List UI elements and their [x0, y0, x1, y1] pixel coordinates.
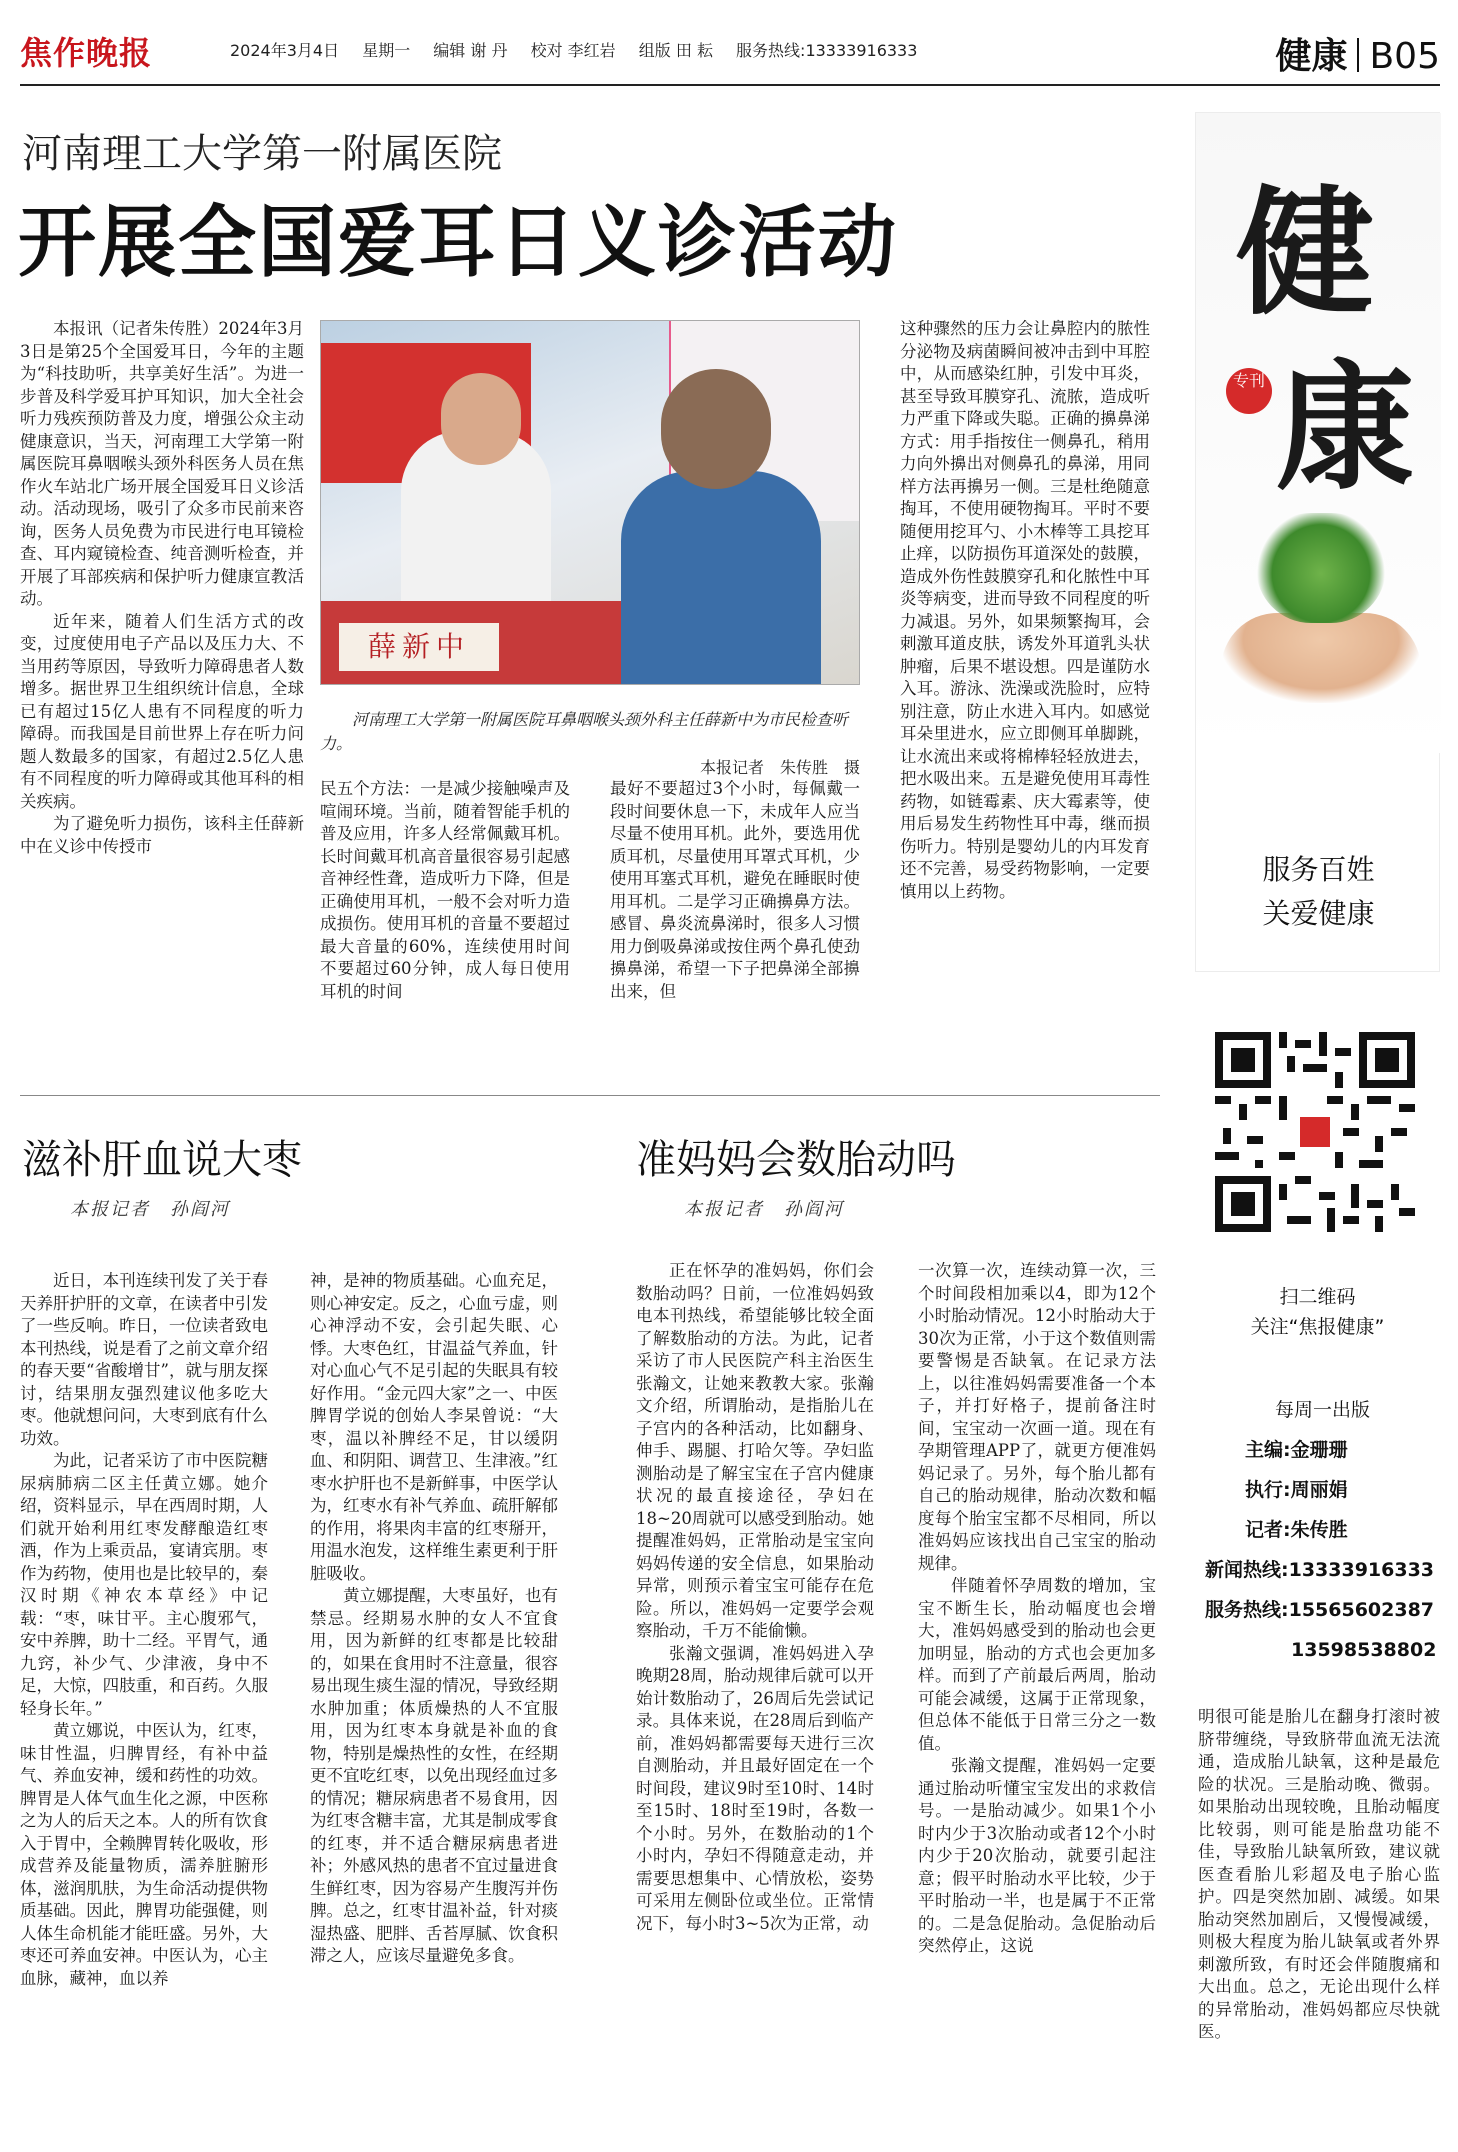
special-issue-badge: 专刊 [1226, 368, 1272, 414]
news-hotline: 新闻热线:13333916333 [1205, 1559, 1435, 1581]
lead-photo [320, 320, 860, 685]
qr-label-line: 关注“焦报健康” [1250, 1316, 1385, 1338]
slogan-line: 关爱健康 [1262, 897, 1375, 930]
paragraph: 这种骤然的压力会让鼻腔内的脓性分泌物及病菌瞬间被冲击到中耳腔中，从而感染红肿，引发中耳炎，甚至导致耳膜穿孔、流脓，造成听力严重下降或失聪。正确的擤鼻涕方式：用手指按住一侧鼻孔，稍用力向外擤出对侧鼻孔的鼻涕，用同样方法再擤另一侧。三是杜绝随意掏耳，不使用硬物掏耳。平时不要随便用挖耳勺、小木棒等工具挖耳止痒，以防损伤耳道深处的鼓膜，造成外伤性鼓膜穿孔和化脓性中耳炎等病变，进而导致不同程度的听力减退。另外，如果频繁掏耳，会刺激耳道皮肤，诱发外耳道乳头状肿瘤，后果不堪设想。四是谨防水入耳。游泳、洗澡或洗脸时，应特别注意，防止水进入耳内。如感觉耳朵里进水，应立即侧耳单脚跳，让水流出来或将棉棒轻轻放进去，把水吸出来。五是避免使用耳毒性药物，如链霉素、庆大霉素等，使用后易发生药物性耳中毒，继而损伤听力。特别是婴幼儿的内耳发育还不完善，易受药物影响，一定要慎用以上药物。 [900, 319, 1150, 901]
issue-date: 2024年3月4日 [230, 41, 340, 60]
feature-char-jian: 健 [1236, 171, 1375, 334]
photo-patient [621, 471, 821, 685]
section-name: 健康 [1275, 36, 1348, 77]
slogan-line: 服务百姓 [1262, 853, 1375, 886]
tree-illustration [1256, 513, 1386, 623]
executive-editor: 执行:周丽娟 [1245, 1479, 1348, 1501]
masthead-rule [20, 84, 1440, 86]
paragraph: 近年来，随着人们生活方式的改变，过度使用电子产品以及压力大、不当用药等原因，导致听力障碍患者人数增多。据世界卫生组织统计信息，全球已有超过15亿人患有不同程度的听力障碍。而我国是目前世界上存在听力问题人数最多的国家，有超过2.5亿人患有不同程度的听力障碍或其他耳科的相关疾病。 [20, 611, 304, 811]
editor-credit: 编辑 谢 丹 [433, 41, 508, 60]
lead-column-4 [900, 318, 1150, 903]
section-tag [1275, 28, 1440, 79]
feature-char-kang: 康 [1276, 346, 1415, 509]
masthead [20, 28, 1440, 77]
lead-column-1 [20, 318, 304, 858]
page-code: B05 [1369, 36, 1440, 77]
paragraph: 近日，本刊连续刊发了关于春天养肝护肝的文章，在读者中引发了一些反响。昨日，一位读者致电本刊热线，说是看了之前文章介绍的春天要“省酸增甘”，就与朋友探讨，结果朋友强烈建议他多吃大枣。他就想问问，大枣到底有什么功效。 [20, 1271, 268, 1448]
article3-title: 准妈妈会数胎动吗 [636, 1137, 956, 1183]
qr-label-line: 扫二维码 [1279, 1286, 1356, 1308]
newspaper-logo: 焦作晚报 [20, 34, 153, 72]
paragraph: 黄立娜提醒，大枣虽好，也有禁忌。经期易水肿的女人不宜食用，因为新鲜的红枣都是比较甜的，如果在食用时不注意量，很容易出现生痰生湿的情况，导致经期水肿加重；体质燥热的人不宜服用，因为红枣本身就是补血的食物，特别是燥热性的女性，在经期更不宜吃红枣，以免出现经血过多的情况；糖尿病患者不易食用，因为红枣含糖丰富，尤其是制成零食的红枣，并不适合糖尿病患者进补；外感风热的患者不宜过量进食生鲜红枣，因为容易产生腹泻并伤脾。总之，红枣甘温补益，针对痰湿热盛、肥胖、舌苔厚腻、饮食积滞之人，应该尽量避免多食。 [310, 1586, 558, 1965]
article2-column-2 [310, 1270, 558, 1968]
paragraph: 伴随着怀孕周数的增加，宝宝不断生长，胎动幅度也会增大，准妈妈感受到的胎动也会更加明显，胎动的方式也会更加多样。而到了产前最后两周，胎动可能会减缓，这属于正常现象，但总体不能低于日常三分之一数值。 [918, 1576, 1156, 1753]
proof-credit: 校对 李红岩 [530, 41, 616, 60]
paragraph: 最好不要超过3个小时，每佩戴一段时间要休息一下，未成年人应当尽量不使用耳机。此外，要选用优质耳机，尽量使用耳罩式耳机，少使用耳塞式耳机，避免在睡眠时使用耳机。二是学习正确擤鼻方法。感冒、鼻炎流鼻涕时，很多人习惯用力倒吸鼻涕或按住两个鼻孔使劲擤鼻涕，希望一下子把鼻涕全部擤出来，但 [610, 779, 860, 1001]
article3-column-1 [636, 1260, 874, 1935]
paragraph: 为了避免听力损伤，该科主任薛新中在义诊中传授市 [20, 814, 304, 856]
paragraph: 正在怀孕的准妈妈，你们会数胎动吗？日前，一位准妈妈致电本刊热线，希望能够比较全面了解数胎动的方法。为此，记者采访了市人民医院产科主治医生张瀚文，让她来教教大家。张瀚文介绍，所谓胎动，是指胎儿在子宫内的各种活动，比如翻身、伸手、踢腿、打哈欠等。孕妇监测胎动是了解宝宝在子宫内健康状况的最直接途径，孕妇在18~20周就可以感受到胎动。她提醒准妈妈，正常胎动是宝宝向妈妈传递的安全信息，如果胎动异常，则预示着宝宝可能存在危险。所以，准妈妈一定要学会观察胎动，千万不能偷懒。 [636, 1261, 874, 1640]
layout-credit: 组版 田 耘 [638, 41, 713, 60]
lead-headline: 开展全国爱耳日义诊活动 [18, 198, 899, 288]
lead-kicker: 河南理工大学第一附属医院 [22, 131, 502, 177]
photo-caption [320, 708, 860, 780]
article3-column-2 [918, 1260, 1156, 1958]
hands-illustration [1221, 613, 1421, 703]
publication-frequency: 每周一出版 [1274, 1399, 1370, 1421]
chief-editor: 主编:金珊珊 [1245, 1439, 1348, 1461]
issue-meta [230, 38, 935, 61]
article2-byline: 本报记者 孙阎河 [70, 1199, 230, 1220]
paragraph: 一次算一次，连续动算一次，三个时间段相加乘以4，即为12个小时胎动情况。12小时胎动大于30次为正常，小于这个数值则需要警惕是否缺氧。在记录方法上，以往准妈妈需要准备一个本子，并打好格子，提前备注时间，宝宝动一次画一道。现在有孕期管理APP了，就更方便准妈妈记录了。另外，每个胎儿都有自己的胎动规律，胎动次数和幅度每个胎宝宝都不尽相同，所以准妈妈应该找出自己宝宝的胎动规律。 [918, 1261, 1156, 1573]
photo-doctor-head [441, 373, 521, 465]
caption-text: 河南理工大学第一附属医院耳鼻咽喉头颈外科主任薛新中为市民检查听力。 [320, 710, 849, 753]
photo-name-sign: 薛新中 [339, 623, 499, 671]
paragraph: 为此，记者采访了市中医院糖尿病肺病二区主任黄立娜。她介绍，资料显示，早在西周时期，人们就开始利用红枣发酵酿造红枣酒，作为上乘贡品，宴请宾朋。枣作为药物，使用也是比较早的，秦汉时期《神农本草经》中记载：“枣，味甘平。主心腹邪气，安中养脾，助十二经。平胃气，通九窍，补少气、少津液，身中不足，大惊，四肢重，和百药。久服轻身长年。” [20, 1451, 268, 1718]
lead-column-3 [610, 778, 860, 1003]
slogan [1196, 848, 1441, 936]
paragraph: 民五个方法：一是减少接触噪声及喧闹环境。当前，随着智能手机的普及应用，许多人经常佩戴耳机。长时间戴耳机高音量很容易引起感音神经性聋，造成听力下降，但是正确使用耳机，一般不会对听力造成损伤。使用耳机的音量不要超过最大音量的60%，连续使用时间不要超过60分钟，成人每日使用耳机的时间 [320, 779, 570, 1001]
article3-byline: 本报记者 孙阎河 [684, 1199, 844, 1220]
feature-card [1195, 112, 1440, 972]
article2-title: 滋补肝血说大枣 [22, 1137, 302, 1183]
article2-column-1 [20, 1270, 268, 1990]
reporter: 记者:朱传胜 [1245, 1519, 1348, 1541]
service-hotline: 服务热线:15565602387 [1205, 1599, 1435, 1621]
paragraph: 张瀚文提醒，准妈妈一定要通过胎动听懂宝宝发出的求救信号。一是胎动减少。如果1个小时内少于3次胎动或者12个小时内少于20次胎动，就要引起注意；假平时胎动水平比较，少于平时胎动一半，也是属于不正常的。二是急促胎动。急促胎动后突然停止，这说 [918, 1756, 1156, 1955]
service-hotline-2: 13598538802 [1291, 1639, 1437, 1661]
paragraph: 神，是神的物质基础。心血充足，则心神安定。反之，心血亏虚，则心神浮动不安，会引起失眠、心悸。大枣色红，甘温益气养血，针对心血心气不足引起的失眠具有较好作用。“金元四大家”之一、中医脾胃学说的创始人李杲曾说：“大枣，温以补脾经不足，甘以缓阴血、和阴阳、调营卫、生津液。”红枣水护肝也不是新鲜事，中医学认为，红枣水有补气养血、疏肝解郁的作用，将果肉丰富的红枣掰开，用温水泡发，这样维生素更利于肝脏吸收。 [310, 1271, 558, 1583]
section-divider [1357, 38, 1359, 72]
paragraph: 明很可能是胎儿在翻身打滚时被脐带缠绕，导致脐带血流无法流通，造成胎儿缺氧，这种是最危险的状况。三是胎动晚、微弱。如果胎动出现较晚，且胎动幅度比较弱，则可能是胎盘功能不佳，导致胎儿缺氧所致，建议就医查看胎儿彩超及电子胎心监护。四是突然加剧、减缓。如果胎动突然加剧后，又慢慢减缓，则极大程度为胎儿缺氧或者外界刺激所致，有时还会伴随腹痛和大出血。总之，无论出现什么样的异常胎动，准妈妈都应尽快就医。 [1198, 1707, 1440, 2041]
section-divider-line [20, 1095, 1160, 1096]
photo-patient-head [661, 369, 771, 489]
lead-column-2 [320, 778, 570, 1003]
qr-label [1195, 1282, 1440, 1342]
paragraph: 黄立娜说，中医认为，红枣，味甘性温，归脾胃经，有补中益气、养血安神，缓和药性的功效。脾胃是人体气血生化之源，中医称之为人的后天之本。人的所有饮食入于胃中，全赖脾胃转化吸收，形成营养及能量物质，濡养脏腑形体，滋润肌肤，为生命活动提供物质基础。因此，脾胃功能强健，则人体生命机能才能旺盛。另外，大枣还可养血安神。中医认为，心主血脉，藏神，血以养 [20, 1721, 268, 1988]
caption-credit: 本报记者 朱传胜 摄 [699, 758, 860, 777]
paragraph: 张瀚文强调，准妈妈进入孕晚期28周，胎动规律后就可以开始计数胎动了，26周后先尝试记录。具体来说，在28周后到临产前，准妈妈都需要每天进行三次自测胎动，并且最好固定在一个时间段，建议9时至10时、14时至15时、18时至19时，各数一个小时。另外，在数胎动的1个小时内，孕妇不得随意走动，并需要思想集中、心情放松，姿势可采用左侧卧位或坐位。正常情况下，每小时3~5次为正常，动 [636, 1643, 874, 1933]
qr-code-icon[interactable] [1215, 1032, 1415, 1232]
staff-list [1205, 1390, 1440, 1670]
service-hotline: 服务热线:13333916333 [736, 41, 918, 60]
issue-weekday: 星期一 [362, 41, 411, 60]
article3-column-3 [1198, 1706, 1440, 2044]
paragraph: 本报讯（记者朱传胜）2024年3月3日是第25个全国爱耳日，今年的主题为“科技助听，共享美好生活”。为进一步普及科学爱耳护耳知识，加大全社会听力残疾预防普及力度，增强公众主动健康意识，当天，河南理工大学第一附属医院耳鼻咽喉头颈外科医务人员在焦作火车站北广场开展全国爱耳日义诊活动。活动现场，吸引了众多市民前来咨询，医务人员免费为市民进行电耳镜检查、耳内窥镜检查、纯音测听检查，并开展了耳部疾病和保护听力健康宣教活动。 [20, 319, 304, 608]
